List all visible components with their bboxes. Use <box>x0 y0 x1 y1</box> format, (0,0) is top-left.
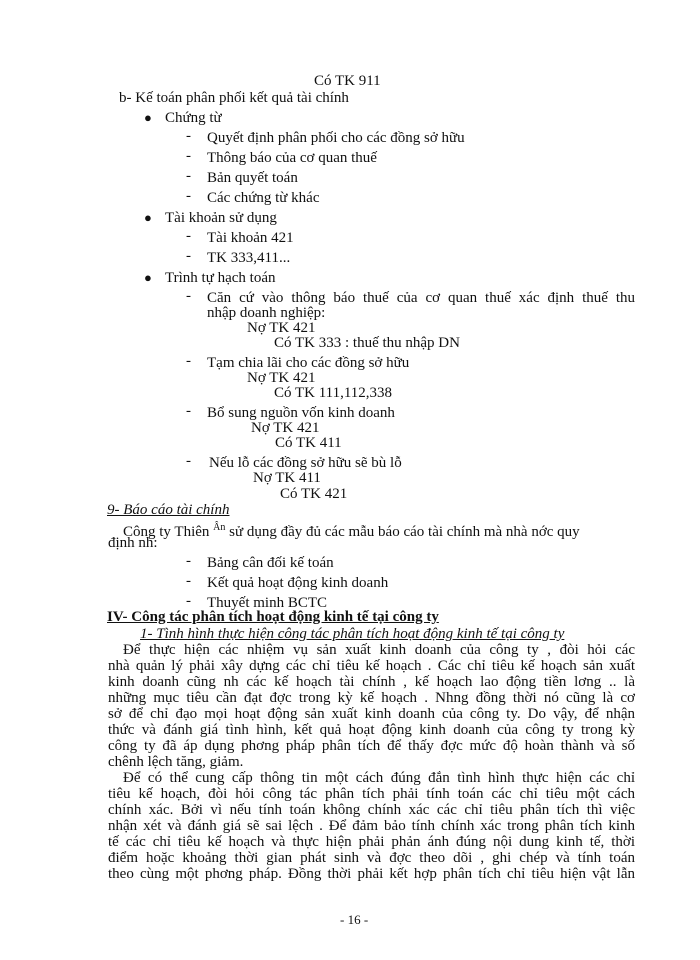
intro-sup: Ân <box>213 522 226 533</box>
dash-icon: - <box>186 188 191 204</box>
para1-line: Để thực hiện các nhiệm vụ sản xuất kinh doanh của công ty , đòi hỏi các <box>123 642 635 658</box>
dash-icon: - <box>186 228 191 244</box>
para1-line: kinh doanh cũng nh các kế hoạch tài chính , kế hoạch lao động tiền lơng .. là <box>108 674 635 690</box>
para2-line: nhận xét và đánh giá sẽ sai lệch . Để đảm bảo tính chính xác trong phân tích kinh <box>108 818 635 834</box>
para2-line: điểm hoặc khoảng thời gian phát sinh và đợc theo dõi , ghi chép và tính toán <box>108 850 635 866</box>
credit-entry: Có TK 111,112,338 <box>274 385 393 401</box>
section9-intro <box>123 519 580 541</box>
bullet-icon: ● <box>144 270 152 285</box>
debit-entry: Nợ TK 421 <box>247 370 316 386</box>
trinh-tu-item1-line2: nhập doanh nghiệp: <box>207 305 326 321</box>
credit-entry: Có TK 421 <box>280 486 348 502</box>
section4-title: IV- Công tác phân tích hoạt động kinh tế tại công ty <box>107 609 439 625</box>
credit-entry: Có TK 333 : thuế thu nhập DN <box>274 335 460 351</box>
list-item: Bảng cân đối kế toán <box>207 555 334 571</box>
debit-entry: Nợ TK 421 <box>247 320 316 336</box>
para2-line: tế các chỉ tiêu kế hoạch và thực hiện phải phản ánh đúng nội dung kinh tế, thời <box>108 834 635 850</box>
dash-icon: - <box>186 288 191 304</box>
list-item: Thông báo của cơ quan thuế <box>207 150 377 166</box>
para1-line: chênh lệch tăng, giảm. <box>108 754 244 770</box>
page-number: - 16 - <box>340 912 369 927</box>
dash-icon: - <box>186 573 191 589</box>
list-item: TK 333,411... <box>207 250 291 266</box>
trinh-tu-item2: Tạm chia lãi cho các đồng sở hữu <box>207 355 410 371</box>
trinh-tu-item1-line1: Căn cứ vào thông báo thuế của cơ quan thuế xác định thuế thu <box>207 290 635 306</box>
dash-icon: - <box>186 148 191 164</box>
list-item: Thuyết minh BCTC <box>207 595 327 611</box>
credit-entry: Có TK 411 <box>275 435 342 451</box>
para1-line: những mục tiêu cần đạt đợc trong kỳ kế hoạch . Nhng đồng thời nó cũng là cơ <box>108 690 635 706</box>
para1-line: công ty đã áp dụng phơng pháp phân tích để thấy đợc mức độ hoàn thành và số <box>108 738 635 754</box>
dash-icon: - <box>186 128 191 144</box>
para2-line: chính xác. Bởi vì nếu tính toán không chính xác các chỉ tiêu phân tích thì việc <box>108 802 635 818</box>
para1-line: nhà quản lý phải xây dựng các chỉ tiêu kế hoạch . Các chỉ tiêu kế hoạch sản xuất <box>108 658 635 674</box>
intro-text-b: sử dụng đầy đủ các mẫu báo cáo tài chính mà nhà nớc quy <box>229 524 580 540</box>
section-b-heading: b- Kế toán phân phối kết quả tài chính <box>119 90 349 106</box>
para2-line: theo cùng một phơng pháp. Đồng thời phải kết hợp phân tích chỉ tiêu hiện vật lẫn <box>108 866 635 882</box>
section9-title: 9- Báo cáo tài chính <box>107 502 230 518</box>
list-item: Các chứng từ khác <box>207 190 320 206</box>
chung-tu-label: Chứng từ <box>165 110 222 126</box>
debit-entry: Nợ TK 421 <box>251 420 320 436</box>
para1-line: thức và đánh giá tình hình, kết quả hoạt động kinh doanh của công ty trong kỳ <box>108 722 635 738</box>
dash-icon: - <box>186 168 191 184</box>
dash-icon: - <box>186 248 191 264</box>
debit-entry: Nợ TK 411 <box>253 470 321 486</box>
intro-text-a: Công ty Thiên <box>123 524 210 540</box>
list-item: Bản quyết toán <box>207 170 298 186</box>
section9-intro-line2: định nh: <box>108 535 158 551</box>
para2-line: tiêu kế hoạch, đòi hỏi công tác phân tích phải tính toán các chỉ tiêu một cách <box>108 786 635 802</box>
section4-subtitle: 1- Tình hình thực hiện công tác phân tích hoạt động kinh tế tại công ty <box>140 626 565 642</box>
list-item: Tài khoản 421 <box>207 230 294 246</box>
dash-icon: - <box>186 553 191 569</box>
list-item: Quyết định phân phối cho các đồng sở hữu <box>207 130 465 146</box>
para1-line: sở để chỉ đạo mọi hoạt động sản xuất kinh doanh của công ty. Do vậy, để nhận <box>108 706 635 722</box>
trinh-tu-label: Trình tự hạch toán <box>165 270 276 286</box>
dash-icon: - <box>186 353 191 369</box>
dash-icon: - <box>186 403 191 419</box>
bullet-icon: ● <box>144 210 152 225</box>
bullet-icon: ● <box>144 110 152 125</box>
dash-icon: - <box>186 593 191 609</box>
trinh-tu-item3: Bổ sung nguồn vốn kinh doanh <box>207 405 395 421</box>
para2-line: Để có thể cung cấp thông tin một cách đúng đắn tình hình thực hiện các chỉ <box>123 770 635 786</box>
dash-icon: - <box>186 453 191 469</box>
trinh-tu-item4: Nếu lỗ các đồng sở hữu sẽ bù lỗ <box>209 455 402 471</box>
list-item: Kết quả hoạt động kinh doanh <box>207 575 389 591</box>
top-entry: Có TK 911 <box>314 73 381 89</box>
tai-khoan-label: Tài khoản sử dụng <box>165 210 277 226</box>
